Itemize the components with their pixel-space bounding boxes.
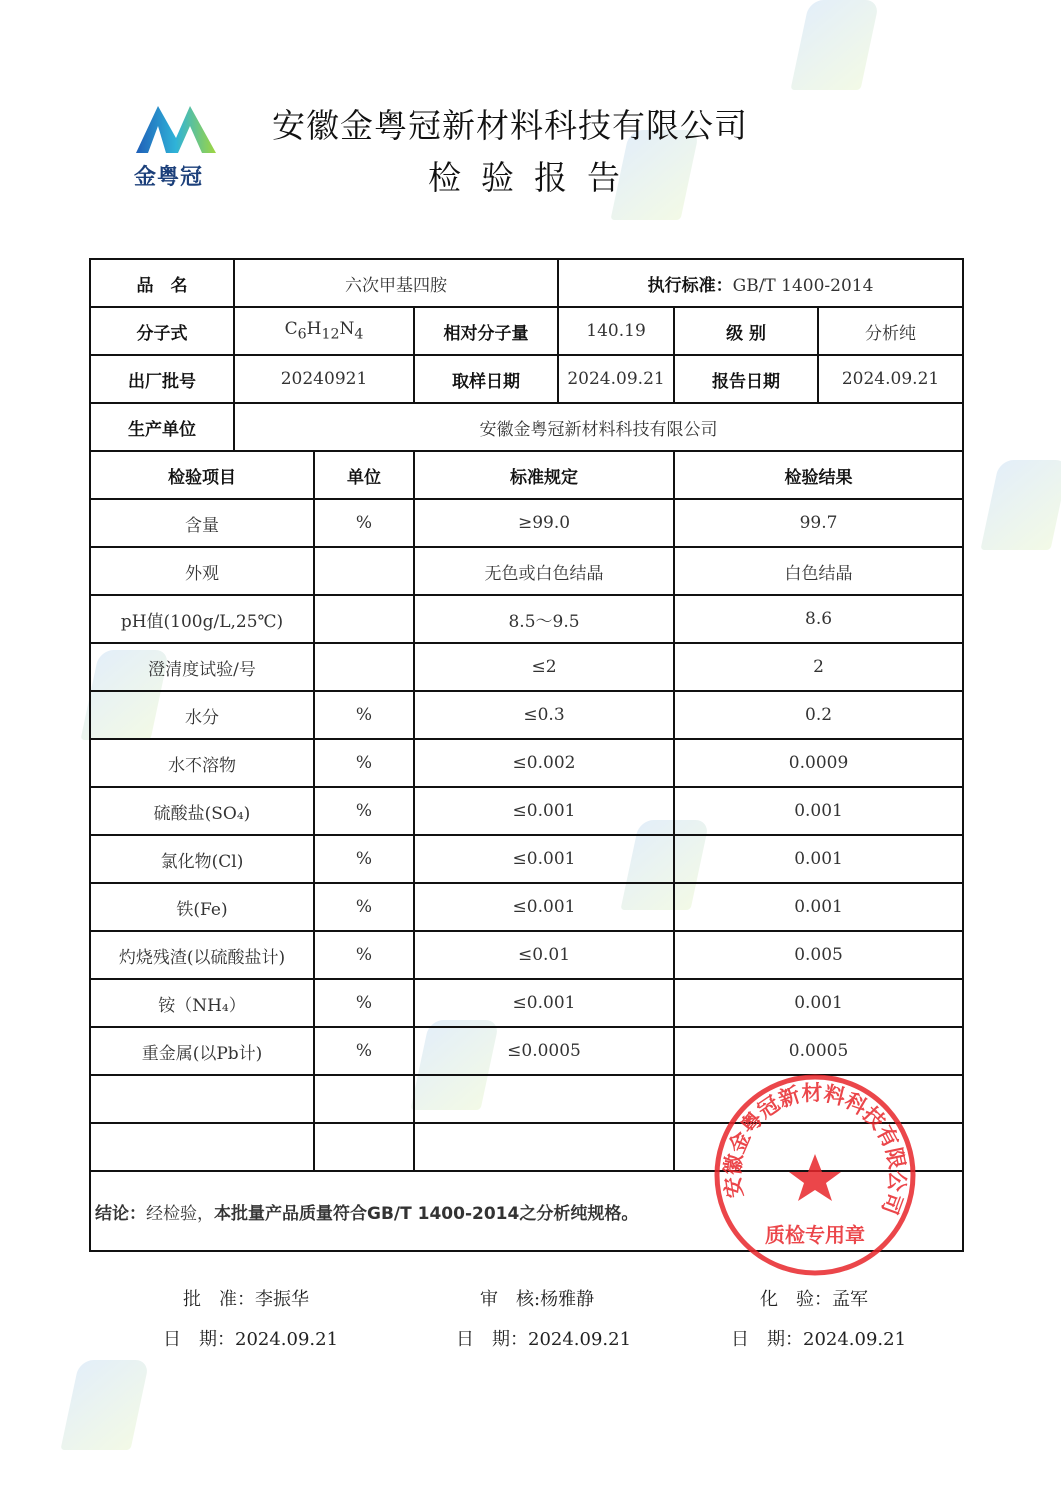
header-unit: 单位	[314, 451, 414, 499]
watermark-logo	[60, 1360, 149, 1450]
cell-result: 0.001	[674, 979, 963, 1027]
cell-item: 水分	[90, 691, 314, 739]
cell-spec: ≤0.001	[414, 979, 674, 1027]
product-label: 品 名	[90, 259, 234, 307]
conclusion-prefix: 经检验，	[146, 1203, 214, 1224]
tester-date: 日 期：2024.09.21	[731, 1329, 907, 1350]
cell-spec: ≤0.0005	[414, 1027, 674, 1075]
cell-result: 0.001	[674, 835, 963, 883]
cell-result: 8.6	[674, 595, 963, 643]
cell-unit: %	[314, 835, 414, 883]
cell-item: 水不溶物	[90, 739, 314, 787]
standard-cell	[558, 259, 963, 307]
product-value: 六次甲基四胺	[234, 259, 558, 307]
cell-unit: %	[314, 787, 414, 835]
header-spec: 标准规定	[414, 451, 674, 499]
report-title: 检验报告	[428, 158, 640, 197]
tester: 化 验：孟军	[760, 1289, 868, 1310]
table-row	[90, 595, 963, 643]
cell-result: 白色结晶	[674, 547, 963, 595]
formula-label: 分子式	[90, 307, 234, 355]
cell-result: 0.2	[674, 691, 963, 739]
cell-unit: %	[314, 1027, 414, 1075]
sample-date-label: 取样日期	[414, 355, 558, 403]
grade-label: 级 别	[674, 307, 818, 355]
cell-result: 0.0009	[674, 739, 963, 787]
table-row	[90, 835, 963, 883]
cell-item: 铵（NH₄）	[90, 979, 314, 1027]
cell-item: pH值(100g/L,25℃)	[90, 595, 314, 643]
reviewer-date: 日 期：2024.09.21	[456, 1329, 632, 1350]
approver-date: 日 期：2024.09.21	[163, 1329, 339, 1350]
cell-unit	[314, 595, 414, 643]
cell-spec: ≤0.002	[414, 739, 674, 787]
cell-result: 0.001	[674, 883, 963, 931]
cell-item: 重金属(以Pb计)	[90, 1027, 314, 1075]
cell-result: 2	[674, 643, 963, 691]
cell-spec: ≤0.3	[414, 691, 674, 739]
cell-spec: 8.5～9.5	[414, 595, 674, 643]
header-result: 检验结果	[674, 451, 963, 499]
table-row	[90, 787, 963, 835]
cell-result: 0.001	[674, 787, 963, 835]
table-row	[90, 1027, 963, 1075]
cell-item: 澄清度试验/号	[90, 643, 314, 691]
cell-spec: ≤0.001	[414, 883, 674, 931]
cell-spec: 无色或白色结晶	[414, 547, 674, 595]
table-row	[90, 643, 963, 691]
cell-spec: ≤0.01	[414, 931, 674, 979]
empty-cell	[314, 1123, 414, 1171]
cell-spec: ≤2	[414, 643, 674, 691]
sample-date-value: 2024.09.21	[558, 355, 674, 403]
cell-unit: %	[314, 883, 414, 931]
conclusion-label: 结论：	[95, 1203, 146, 1224]
cell-spec: ≥99.0	[414, 499, 674, 547]
quality-inspection-seal	[712, 1072, 918, 1278]
mw-value: 140.19	[558, 307, 674, 355]
empty-cell	[90, 1075, 314, 1123]
cell-item: 灼烧残渣(以硫酸盐计)	[90, 931, 314, 979]
report-date-value: 2024.09.21	[818, 355, 963, 403]
empty-cell	[90, 1123, 314, 1171]
cell-unit: %	[314, 739, 414, 787]
mw-label: 相对分子量	[414, 307, 558, 355]
watermark-logo	[980, 460, 1061, 550]
cell-item: 外观	[90, 547, 314, 595]
cell-item: 氯化物(Cl)	[90, 835, 314, 883]
standard-label: 执行标准：	[647, 275, 733, 296]
formula-value: $C_6H_{12}N_4$	[234, 307, 414, 355]
cell-item: 铁(Fe)	[90, 883, 314, 931]
cell-unit: %	[314, 499, 414, 547]
cell-spec: ≤0.001	[414, 835, 674, 883]
header-item: 检验项目	[90, 451, 314, 499]
grade-value: 分析纯	[818, 307, 963, 355]
cell-unit: %	[314, 931, 414, 979]
reviewer: 审 核:杨雅静	[480, 1289, 595, 1310]
cell-unit: %	[314, 979, 414, 1027]
empty-cell	[414, 1123, 674, 1171]
cell-result: 99.7	[674, 499, 963, 547]
table-row	[90, 691, 963, 739]
conclusion-text: 本批量产品质量符合GB/T 1400-2014之分析纯规格。	[214, 1203, 639, 1224]
empty-cell	[314, 1075, 414, 1123]
table-row	[90, 547, 963, 595]
cell-result: 0.005	[674, 931, 963, 979]
approver: 批 准：李振华	[183, 1289, 309, 1310]
svg-text:质检专用章: 质检专用章	[765, 1223, 865, 1247]
cell-spec: ≤0.001	[414, 787, 674, 835]
watermark-logo	[790, 0, 879, 90]
table-row	[90, 739, 963, 787]
report-date-label: 报告日期	[674, 355, 818, 403]
cell-result: 0.0005	[674, 1027, 963, 1075]
table-row	[90, 499, 963, 547]
standard-value: GB/T 1400-2014	[732, 275, 874, 296]
table-row	[90, 979, 963, 1027]
table-row	[90, 883, 963, 931]
batch-label: 出厂批号	[90, 355, 234, 403]
cell-unit	[314, 643, 414, 691]
empty-cell	[414, 1075, 674, 1123]
svg-text:安徽金粤冠新材料科技有限公司: 安徽金粤冠新材料科技有限公司	[719, 1079, 911, 1218]
producer-label: 生产单位	[90, 403, 234, 451]
cell-unit	[314, 547, 414, 595]
producer-value: 安徽金粤冠新材料科技有限公司	[234, 403, 963, 451]
logo-text: 金粤冠	[134, 165, 204, 190]
table-row	[90, 931, 963, 979]
batch-value: 20240921	[234, 355, 414, 403]
cell-item: 硫酸盐(SO₄)	[90, 787, 314, 835]
cell-item: 含量	[90, 499, 314, 547]
company-name: 安徽金粤冠新材料科技有限公司	[272, 106, 748, 145]
cell-unit: %	[314, 691, 414, 739]
